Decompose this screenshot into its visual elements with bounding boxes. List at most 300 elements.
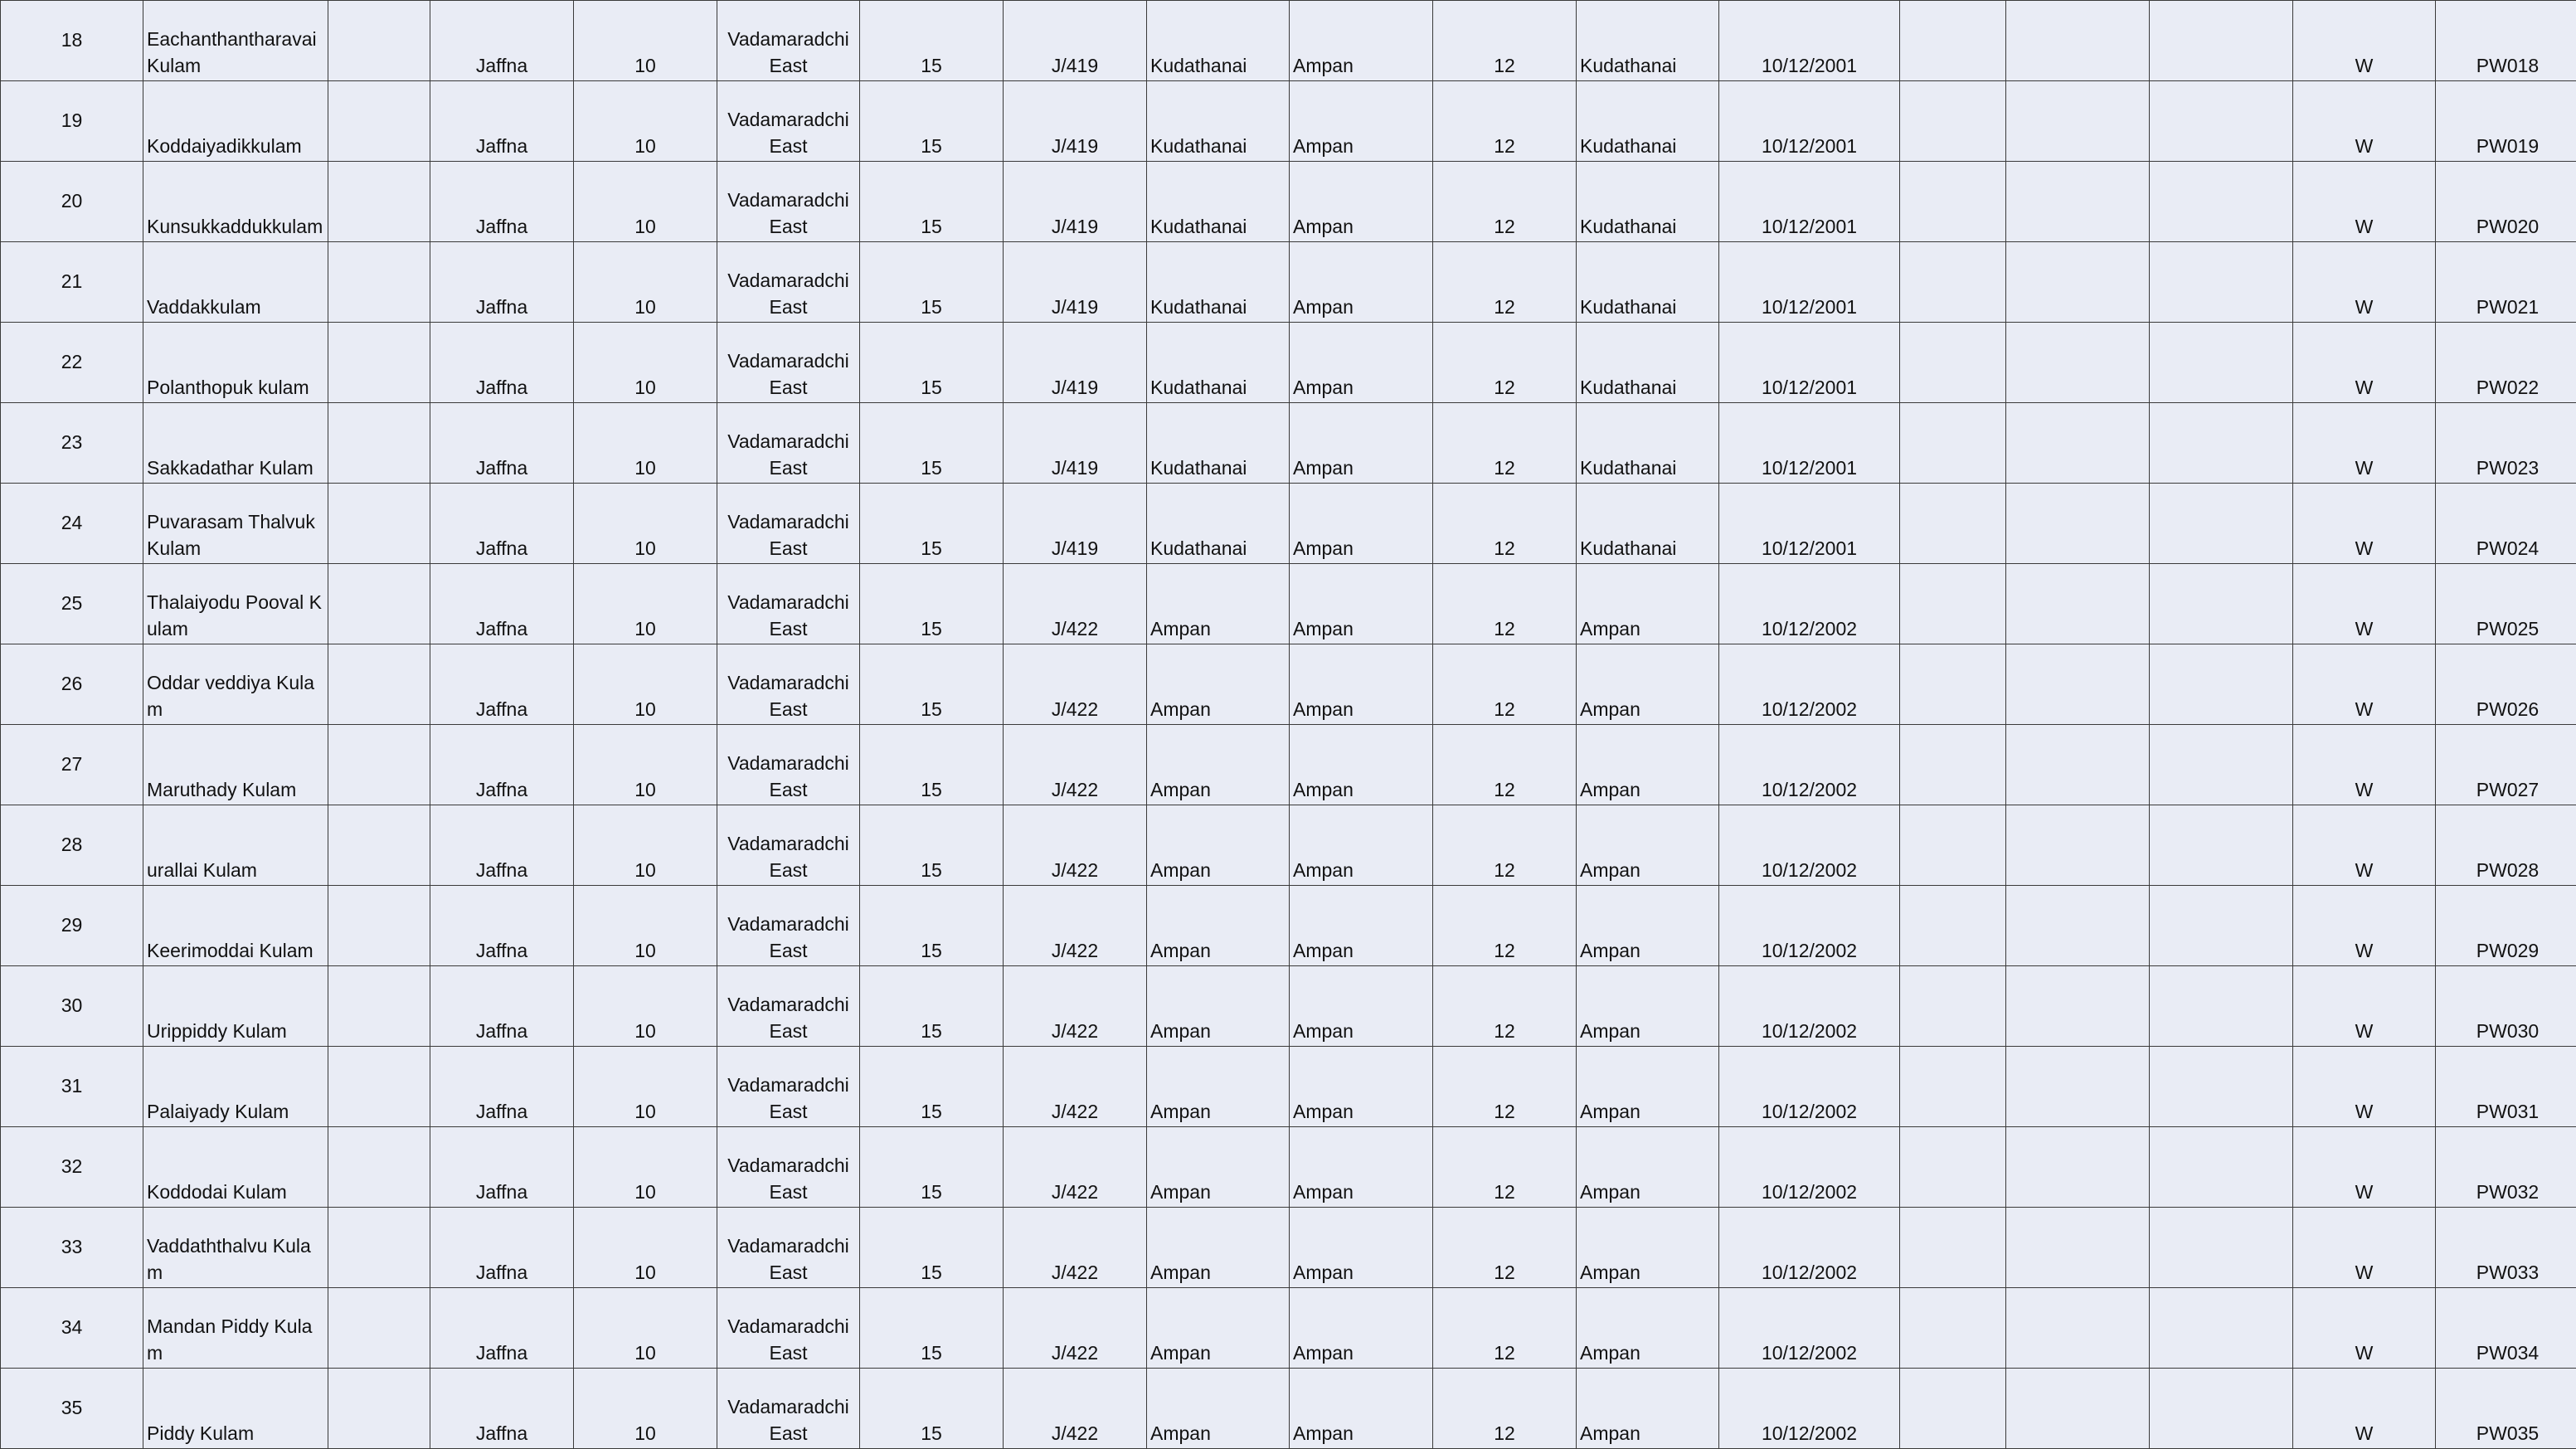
village-code-cell[interactable]: 12 — [1433, 1208, 1577, 1288]
id-cell[interactable]: PW029 — [2436, 886, 2576, 966]
id-cell[interactable]: PW026 — [2436, 644, 2576, 725]
empty-cell[interactable] — [2006, 1047, 2150, 1127]
water-body-name-cell[interactable]: Urippiddy Kulam — [143, 966, 328, 1047]
village-cell[interactable]: Ampan — [1290, 484, 1433, 564]
type-cell[interactable]: W — [2293, 805, 2436, 886]
gn-division-cell[interactable]: J/422 — [1004, 1047, 1147, 1127]
empty-cell[interactable] — [2150, 1288, 2293, 1369]
date-cell[interactable]: 10/12/2001 — [1719, 81, 1900, 162]
row-number-cell[interactable]: 27 — [1, 725, 143, 805]
area-cell[interactable]: Kudathanai — [1577, 162, 1719, 242]
division-cell[interactable]: Vadamaradchi East — [717, 1288, 860, 1369]
row-number-cell[interactable]: 22 — [1, 323, 143, 403]
gn-division-cell[interactable]: J/419 — [1004, 81, 1147, 162]
type-cell[interactable]: W — [2293, 966, 2436, 1047]
division-cell[interactable]: Vadamaradchi East — [717, 725, 860, 805]
date-cell[interactable]: 10/12/2001 — [1719, 403, 1900, 484]
division-cell[interactable]: Vadamaradchi East — [717, 1369, 860, 1449]
row-number-cell[interactable]: 26 — [1, 644, 143, 725]
division-cell[interactable]: Vadamaradchi East — [717, 1208, 860, 1288]
district-code-cell[interactable]: 10 — [574, 323, 717, 403]
division-code-cell[interactable]: 15 — [860, 1208, 1004, 1288]
empty-cell[interactable] — [2006, 81, 2150, 162]
district-cell[interactable]: Jaffna — [430, 1047, 574, 1127]
empty-cell[interactable] — [2150, 644, 2293, 725]
id-cell[interactable]: PW031 — [2436, 1047, 2576, 1127]
area-cell[interactable]: Ampan — [1577, 564, 1719, 644]
district-cell[interactable]: Jaffna — [430, 644, 574, 725]
district-cell[interactable]: Jaffna — [430, 886, 574, 966]
district-code-cell[interactable]: 10 — [574, 81, 717, 162]
gn-name-cell[interactable]: Ampan — [1147, 1208, 1290, 1288]
division-cell[interactable]: Vadamaradchi East — [717, 644, 860, 725]
division-code-cell[interactable]: 15 — [860, 805, 1004, 886]
row-number-cell[interactable]: 20 — [1, 162, 143, 242]
area-cell[interactable]: Kudathanai — [1577, 403, 1719, 484]
water-body-name-cell[interactable]: Thalaiyodu Pooval Kulam — [143, 564, 328, 644]
gn-division-cell[interactable]: J/422 — [1004, 886, 1147, 966]
empty-cell[interactable] — [2150, 1047, 2293, 1127]
id-cell[interactable]: PW023 — [2436, 403, 2576, 484]
water-body-name-cell[interactable]: Piddy Kulam — [143, 1369, 328, 1449]
area-cell[interactable]: Ampan — [1577, 886, 1719, 966]
empty-cell[interactable] — [328, 1208, 430, 1288]
gn-division-cell[interactable]: J/419 — [1004, 323, 1147, 403]
gn-division-cell[interactable]: J/419 — [1004, 484, 1147, 564]
area-cell[interactable]: Ampan — [1577, 644, 1719, 725]
division-code-cell[interactable]: 15 — [860, 966, 1004, 1047]
empty-cell[interactable] — [2006, 1, 2150, 81]
village-cell[interactable]: Ampan — [1290, 886, 1433, 966]
row-number-cell[interactable]: 18 — [1, 1, 143, 81]
water-body-name-cell[interactable]: Koddaiyadikkulam — [143, 81, 328, 162]
empty-cell[interactable] — [1900, 1288, 2006, 1369]
empty-cell[interactable] — [328, 1047, 430, 1127]
id-cell[interactable]: PW024 — [2436, 484, 2576, 564]
area-cell[interactable]: Kudathanai — [1577, 81, 1719, 162]
district-cell[interactable]: Jaffna — [430, 162, 574, 242]
district-cell[interactable]: Jaffna — [430, 966, 574, 1047]
village-cell[interactable]: Ampan — [1290, 1369, 1433, 1449]
type-cell[interactable]: W — [2293, 403, 2436, 484]
division-code-cell[interactable]: 15 — [860, 1288, 1004, 1369]
village-code-cell[interactable]: 12 — [1433, 1047, 1577, 1127]
district-code-cell[interactable]: 10 — [574, 805, 717, 886]
empty-cell[interactable] — [2150, 805, 2293, 886]
water-body-name-cell[interactable]: Mandan Piddy Kulam — [143, 1288, 328, 1369]
empty-cell[interactable] — [1900, 162, 2006, 242]
gn-division-cell[interactable]: J/422 — [1004, 1288, 1147, 1369]
village-code-cell[interactable]: 12 — [1433, 644, 1577, 725]
district-cell[interactable]: Jaffna — [430, 323, 574, 403]
village-cell[interactable]: Ampan — [1290, 1, 1433, 81]
area-cell[interactable]: Kudathanai — [1577, 484, 1719, 564]
date-cell[interactable]: 10/12/2002 — [1719, 1369, 1900, 1449]
empty-cell[interactable] — [1900, 1369, 2006, 1449]
district-cell[interactable]: Jaffna — [430, 1208, 574, 1288]
village-cell[interactable]: Ampan — [1290, 966, 1433, 1047]
division-cell[interactable]: Vadamaradchi East — [717, 886, 860, 966]
empty-cell[interactable] — [1900, 805, 2006, 886]
gn-name-cell[interactable]: Kudathanai — [1147, 323, 1290, 403]
village-cell[interactable]: Ampan — [1290, 403, 1433, 484]
id-cell[interactable]: PW035 — [2436, 1369, 2576, 1449]
date-cell[interactable]: 10/12/2002 — [1719, 1288, 1900, 1369]
district-code-cell[interactable]: 10 — [574, 725, 717, 805]
district-cell[interactable]: Jaffna — [430, 403, 574, 484]
empty-cell[interactable] — [2150, 81, 2293, 162]
date-cell[interactable]: 10/12/2002 — [1719, 725, 1900, 805]
gn-name-cell[interactable]: Ampan — [1147, 886, 1290, 966]
date-cell[interactable]: 10/12/2001 — [1719, 323, 1900, 403]
type-cell[interactable]: W — [2293, 725, 2436, 805]
division-code-cell[interactable]: 15 — [860, 1, 1004, 81]
water-body-name-cell[interactable]: Palaiyady Kulam — [143, 1047, 328, 1127]
row-number-cell[interactable]: 23 — [1, 403, 143, 484]
village-code-cell[interactable]: 12 — [1433, 242, 1577, 323]
district-cell[interactable]: Jaffna — [430, 1288, 574, 1369]
division-code-cell[interactable]: 15 — [860, 81, 1004, 162]
division-cell[interactable]: Vadamaradchi East — [717, 966, 860, 1047]
empty-cell[interactable] — [328, 81, 430, 162]
empty-cell[interactable] — [2006, 242, 2150, 323]
gn-division-cell[interactable]: J/422 — [1004, 1127, 1147, 1208]
row-number-cell[interactable]: 21 — [1, 242, 143, 323]
gn-division-cell[interactable]: J/422 — [1004, 1208, 1147, 1288]
district-code-cell[interactable]: 10 — [574, 886, 717, 966]
date-cell[interactable]: 10/12/2001 — [1719, 484, 1900, 564]
area-cell[interactable]: Ampan — [1577, 725, 1719, 805]
district-cell[interactable]: Jaffna — [430, 805, 574, 886]
water-body-name-cell[interactable]: Sakkadathar Kulam — [143, 403, 328, 484]
gn-division-cell[interactable]: J/422 — [1004, 725, 1147, 805]
village-code-cell[interactable]: 12 — [1433, 162, 1577, 242]
empty-cell[interactable] — [2150, 162, 2293, 242]
district-cell[interactable]: Jaffna — [430, 484, 574, 564]
date-cell[interactable]: 10/12/2002 — [1719, 644, 1900, 725]
village-cell[interactable]: Ampan — [1290, 1127, 1433, 1208]
date-cell[interactable]: 10/12/2001 — [1719, 1, 1900, 81]
district-code-cell[interactable]: 10 — [574, 242, 717, 323]
empty-cell[interactable] — [2150, 323, 2293, 403]
district-code-cell[interactable]: 10 — [574, 966, 717, 1047]
id-cell[interactable]: PW020 — [2436, 162, 2576, 242]
district-code-cell[interactable]: 10 — [574, 1288, 717, 1369]
water-body-name-cell[interactable]: Koddodai Kulam — [143, 1127, 328, 1208]
division-cell[interactable]: Vadamaradchi East — [717, 1127, 860, 1208]
id-cell[interactable]: PW033 — [2436, 1208, 2576, 1288]
type-cell[interactable]: W — [2293, 1047, 2436, 1127]
empty-cell[interactable] — [2150, 403, 2293, 484]
district-code-cell[interactable]: 10 — [574, 1047, 717, 1127]
gn-name-cell[interactable]: Ampan — [1147, 1369, 1290, 1449]
village-cell[interactable]: Ampan — [1290, 1288, 1433, 1369]
date-cell[interactable]: 10/12/2002 — [1719, 1127, 1900, 1208]
empty-cell[interactable] — [1900, 323, 2006, 403]
division-cell[interactable]: Vadamaradchi East — [717, 323, 860, 403]
type-cell[interactable]: W — [2293, 644, 2436, 725]
empty-cell[interactable] — [2006, 1369, 2150, 1449]
empty-cell[interactable] — [2150, 1208, 2293, 1288]
water-body-name-cell[interactable]: Keerimoddai Kulam — [143, 886, 328, 966]
gn-division-cell[interactable]: J/422 — [1004, 966, 1147, 1047]
village-code-cell[interactable]: 12 — [1433, 1288, 1577, 1369]
division-code-cell[interactable]: 15 — [860, 725, 1004, 805]
empty-cell[interactable] — [2006, 1127, 2150, 1208]
gn-division-cell[interactable]: J/419 — [1004, 1, 1147, 81]
empty-cell[interactable] — [1900, 1127, 2006, 1208]
date-cell[interactable]: 10/12/2002 — [1719, 1208, 1900, 1288]
water-body-name-cell[interactable]: Maruthady Kulam — [143, 725, 328, 805]
empty-cell[interactable] — [2006, 644, 2150, 725]
division-code-cell[interactable]: 15 — [860, 403, 1004, 484]
division-cell[interactable]: Vadamaradchi East — [717, 805, 860, 886]
date-cell[interactable]: 10/12/2002 — [1719, 805, 1900, 886]
empty-cell[interactable] — [328, 1127, 430, 1208]
type-cell[interactable]: W — [2293, 484, 2436, 564]
village-code-cell[interactable]: 12 — [1433, 323, 1577, 403]
district-cell[interactable]: Jaffna — [430, 242, 574, 323]
empty-cell[interactable] — [1900, 725, 2006, 805]
empty-cell[interactable] — [328, 403, 430, 484]
type-cell[interactable]: W — [2293, 242, 2436, 323]
division-cell[interactable]: Vadamaradchi East — [717, 1047, 860, 1127]
empty-cell[interactable] — [1900, 564, 2006, 644]
water-body-name-cell[interactable]: Vaddaththalvu Kulam — [143, 1208, 328, 1288]
village-cell[interactable]: Ampan — [1290, 81, 1433, 162]
empty-cell[interactable] — [328, 564, 430, 644]
empty-cell[interactable] — [328, 323, 430, 403]
gn-name-cell[interactable]: Kudathanai — [1147, 81, 1290, 162]
empty-cell[interactable] — [2006, 886, 2150, 966]
division-cell[interactable]: Vadamaradchi East — [717, 81, 860, 162]
division-code-cell[interactable]: 15 — [860, 1047, 1004, 1127]
village-code-cell[interactable]: 12 — [1433, 886, 1577, 966]
village-code-cell[interactable]: 12 — [1433, 484, 1577, 564]
village-code-cell[interactable]: 12 — [1433, 1127, 1577, 1208]
village-code-cell[interactable]: 12 — [1433, 966, 1577, 1047]
empty-cell[interactable] — [328, 1, 430, 81]
empty-cell[interactable] — [2006, 966, 2150, 1047]
type-cell[interactable]: W — [2293, 323, 2436, 403]
id-cell[interactable]: PW027 — [2436, 725, 2576, 805]
water-body-name-cell[interactable]: Eachanthantharavai Kulam — [143, 1, 328, 81]
gn-name-cell[interactable]: Ampan — [1147, 1047, 1290, 1127]
division-cell[interactable]: Vadamaradchi East — [717, 1, 860, 81]
division-code-cell[interactable]: 15 — [860, 886, 1004, 966]
district-cell[interactable]: Jaffna — [430, 81, 574, 162]
water-body-name-cell[interactable]: Oddar veddiya Kulam — [143, 644, 328, 725]
date-cell[interactable]: 10/12/2002 — [1719, 564, 1900, 644]
district-code-cell[interactable]: 10 — [574, 644, 717, 725]
row-number-cell[interactable]: 28 — [1, 805, 143, 886]
village-code-cell[interactable]: 12 — [1433, 81, 1577, 162]
gn-name-cell[interactable]: Kudathanai — [1147, 403, 1290, 484]
gn-name-cell[interactable]: Ampan — [1147, 644, 1290, 725]
area-cell[interactable]: Ampan — [1577, 966, 1719, 1047]
division-code-cell[interactable]: 15 — [860, 242, 1004, 323]
row-number-cell[interactable]: 35 — [1, 1369, 143, 1449]
district-code-cell[interactable]: 10 — [574, 1208, 717, 1288]
empty-cell[interactable] — [2150, 242, 2293, 323]
village-cell[interactable]: Ampan — [1290, 564, 1433, 644]
village-cell[interactable]: Ampan — [1290, 644, 1433, 725]
gn-name-cell[interactable]: Ampan — [1147, 564, 1290, 644]
empty-cell[interactable] — [1900, 886, 2006, 966]
district-cell[interactable]: Jaffna — [430, 564, 574, 644]
village-code-cell[interactable]: 12 — [1433, 1, 1577, 81]
empty-cell[interactable] — [2150, 564, 2293, 644]
empty-cell[interactable] — [328, 484, 430, 564]
area-cell[interactable]: Kudathanai — [1577, 242, 1719, 323]
division-code-cell[interactable]: 15 — [860, 1369, 1004, 1449]
row-number-cell[interactable]: 34 — [1, 1288, 143, 1369]
water-body-name-cell[interactable]: Kunsukkaddukkulam — [143, 162, 328, 242]
district-cell[interactable]: Jaffna — [430, 1369, 574, 1449]
empty-cell[interactable] — [1900, 1047, 2006, 1127]
empty-cell[interactable] — [2150, 1369, 2293, 1449]
empty-cell[interactable] — [328, 1288, 430, 1369]
row-number-cell[interactable]: 29 — [1, 886, 143, 966]
date-cell[interactable]: 10/12/2001 — [1719, 242, 1900, 323]
id-cell[interactable]: PW032 — [2436, 1127, 2576, 1208]
gn-division-cell[interactable]: J/419 — [1004, 242, 1147, 323]
area-cell[interactable]: Ampan — [1577, 805, 1719, 886]
empty-cell[interactable] — [2150, 1127, 2293, 1208]
empty-cell[interactable] — [2150, 886, 2293, 966]
area-cell[interactable]: Ampan — [1577, 1208, 1719, 1288]
area-cell[interactable]: Kudathanai — [1577, 1, 1719, 81]
empty-cell[interactable] — [2006, 564, 2150, 644]
village-cell[interactable]: Ampan — [1290, 162, 1433, 242]
empty-cell[interactable] — [1900, 81, 2006, 162]
village-code-cell[interactable]: 12 — [1433, 403, 1577, 484]
area-cell[interactable]: Kudathanai — [1577, 323, 1719, 403]
district-cell[interactable]: Jaffna — [430, 1, 574, 81]
area-cell[interactable]: Ampan — [1577, 1369, 1719, 1449]
division-code-cell[interactable]: 15 — [860, 162, 1004, 242]
gn-division-cell[interactable]: J/422 — [1004, 564, 1147, 644]
district-code-cell[interactable]: 10 — [574, 162, 717, 242]
empty-cell[interactable] — [1900, 644, 2006, 725]
gn-division-cell[interactable]: J/422 — [1004, 1369, 1147, 1449]
empty-cell[interactable] — [328, 725, 430, 805]
area-cell[interactable]: Ampan — [1577, 1127, 1719, 1208]
empty-cell[interactable] — [2006, 403, 2150, 484]
empty-cell[interactable] — [328, 805, 430, 886]
division-code-cell[interactable]: 15 — [860, 1127, 1004, 1208]
district-code-cell[interactable]: 10 — [574, 484, 717, 564]
row-number-cell[interactable]: 19 — [1, 81, 143, 162]
empty-cell[interactable] — [328, 162, 430, 242]
gn-name-cell[interactable]: Ampan — [1147, 805, 1290, 886]
village-code-cell[interactable]: 12 — [1433, 564, 1577, 644]
type-cell[interactable]: W — [2293, 1288, 2436, 1369]
empty-cell[interactable] — [328, 1369, 430, 1449]
water-body-name-cell[interactable]: urallai Kulam — [143, 805, 328, 886]
village-code-cell[interactable]: 12 — [1433, 1369, 1577, 1449]
district-cell[interactable]: Jaffna — [430, 1127, 574, 1208]
type-cell[interactable]: W — [2293, 1127, 2436, 1208]
date-cell[interactable]: 10/12/2002 — [1719, 966, 1900, 1047]
gn-division-cell[interactable]: J/422 — [1004, 644, 1147, 725]
row-number-cell[interactable]: 33 — [1, 1208, 143, 1288]
district-code-cell[interactable]: 10 — [574, 403, 717, 484]
id-cell[interactable]: PW028 — [2436, 805, 2576, 886]
id-cell[interactable]: PW030 — [2436, 966, 2576, 1047]
village-cell[interactable]: Ampan — [1290, 323, 1433, 403]
empty-cell[interactable] — [328, 242, 430, 323]
empty-cell[interactable] — [2006, 162, 2150, 242]
water-body-name-cell[interactable]: Polanthopuk kulam — [143, 323, 328, 403]
village-cell[interactable]: Ampan — [1290, 242, 1433, 323]
empty-cell[interactable] — [1900, 484, 2006, 564]
division-code-cell[interactable]: 15 — [860, 564, 1004, 644]
type-cell[interactable]: W — [2293, 81, 2436, 162]
empty-cell[interactable] — [2006, 323, 2150, 403]
district-cell[interactable]: Jaffna — [430, 725, 574, 805]
date-cell[interactable]: 10/12/2002 — [1719, 1047, 1900, 1127]
date-cell[interactable]: 10/12/2002 — [1719, 886, 1900, 966]
gn-name-cell[interactable]: Kudathanai — [1147, 484, 1290, 564]
row-number-cell[interactable]: 32 — [1, 1127, 143, 1208]
gn-name-cell[interactable]: Ampan — [1147, 966, 1290, 1047]
district-code-cell[interactable]: 10 — [574, 1369, 717, 1449]
village-cell[interactable]: Ampan — [1290, 805, 1433, 886]
gn-name-cell[interactable]: Kudathanai — [1147, 242, 1290, 323]
empty-cell[interactable] — [2006, 484, 2150, 564]
gn-division-cell[interactable]: J/419 — [1004, 403, 1147, 484]
type-cell[interactable]: W — [2293, 1, 2436, 81]
gn-name-cell[interactable]: Kudathanai — [1147, 1, 1290, 81]
village-code-cell[interactable]: 12 — [1433, 805, 1577, 886]
village-cell[interactable]: Ampan — [1290, 1047, 1433, 1127]
water-body-name-cell[interactable]: Vaddakkulam — [143, 242, 328, 323]
village-code-cell[interactable]: 12 — [1433, 725, 1577, 805]
gn-name-cell[interactable]: Ampan — [1147, 725, 1290, 805]
empty-cell[interactable] — [1900, 403, 2006, 484]
division-code-cell[interactable]: 15 — [860, 484, 1004, 564]
gn-name-cell[interactable]: Kudathanai — [1147, 162, 1290, 242]
area-cell[interactable]: Ampan — [1577, 1288, 1719, 1369]
empty-cell[interactable] — [2150, 484, 2293, 564]
type-cell[interactable]: W — [2293, 162, 2436, 242]
row-number-cell[interactable]: 31 — [1, 1047, 143, 1127]
date-cell[interactable]: 10/12/2001 — [1719, 162, 1900, 242]
empty-cell[interactable] — [2006, 805, 2150, 886]
gn-name-cell[interactable]: Ampan — [1147, 1127, 1290, 1208]
empty-cell[interactable] — [2150, 966, 2293, 1047]
type-cell[interactable]: W — [2293, 886, 2436, 966]
village-cell[interactable]: Ampan — [1290, 1208, 1433, 1288]
village-cell[interactable]: Ampan — [1290, 725, 1433, 805]
empty-cell[interactable] — [1900, 1, 2006, 81]
type-cell[interactable]: W — [2293, 564, 2436, 644]
id-cell[interactable]: PW022 — [2436, 323, 2576, 403]
empty-cell[interactable] — [2150, 725, 2293, 805]
division-cell[interactable]: Vadamaradchi East — [717, 242, 860, 323]
empty-cell[interactable] — [2006, 1288, 2150, 1369]
division-cell[interactable]: Vadamaradchi East — [717, 403, 860, 484]
row-number-cell[interactable]: 24 — [1, 484, 143, 564]
id-cell[interactable]: PW025 — [2436, 564, 2576, 644]
type-cell[interactable]: W — [2293, 1369, 2436, 1449]
division-cell[interactable]: Vadamaradchi East — [717, 162, 860, 242]
id-cell[interactable]: PW019 — [2436, 81, 2576, 162]
row-number-cell[interactable]: 25 — [1, 564, 143, 644]
empty-cell[interactable] — [1900, 966, 2006, 1047]
id-cell[interactable]: PW034 — [2436, 1288, 2576, 1369]
